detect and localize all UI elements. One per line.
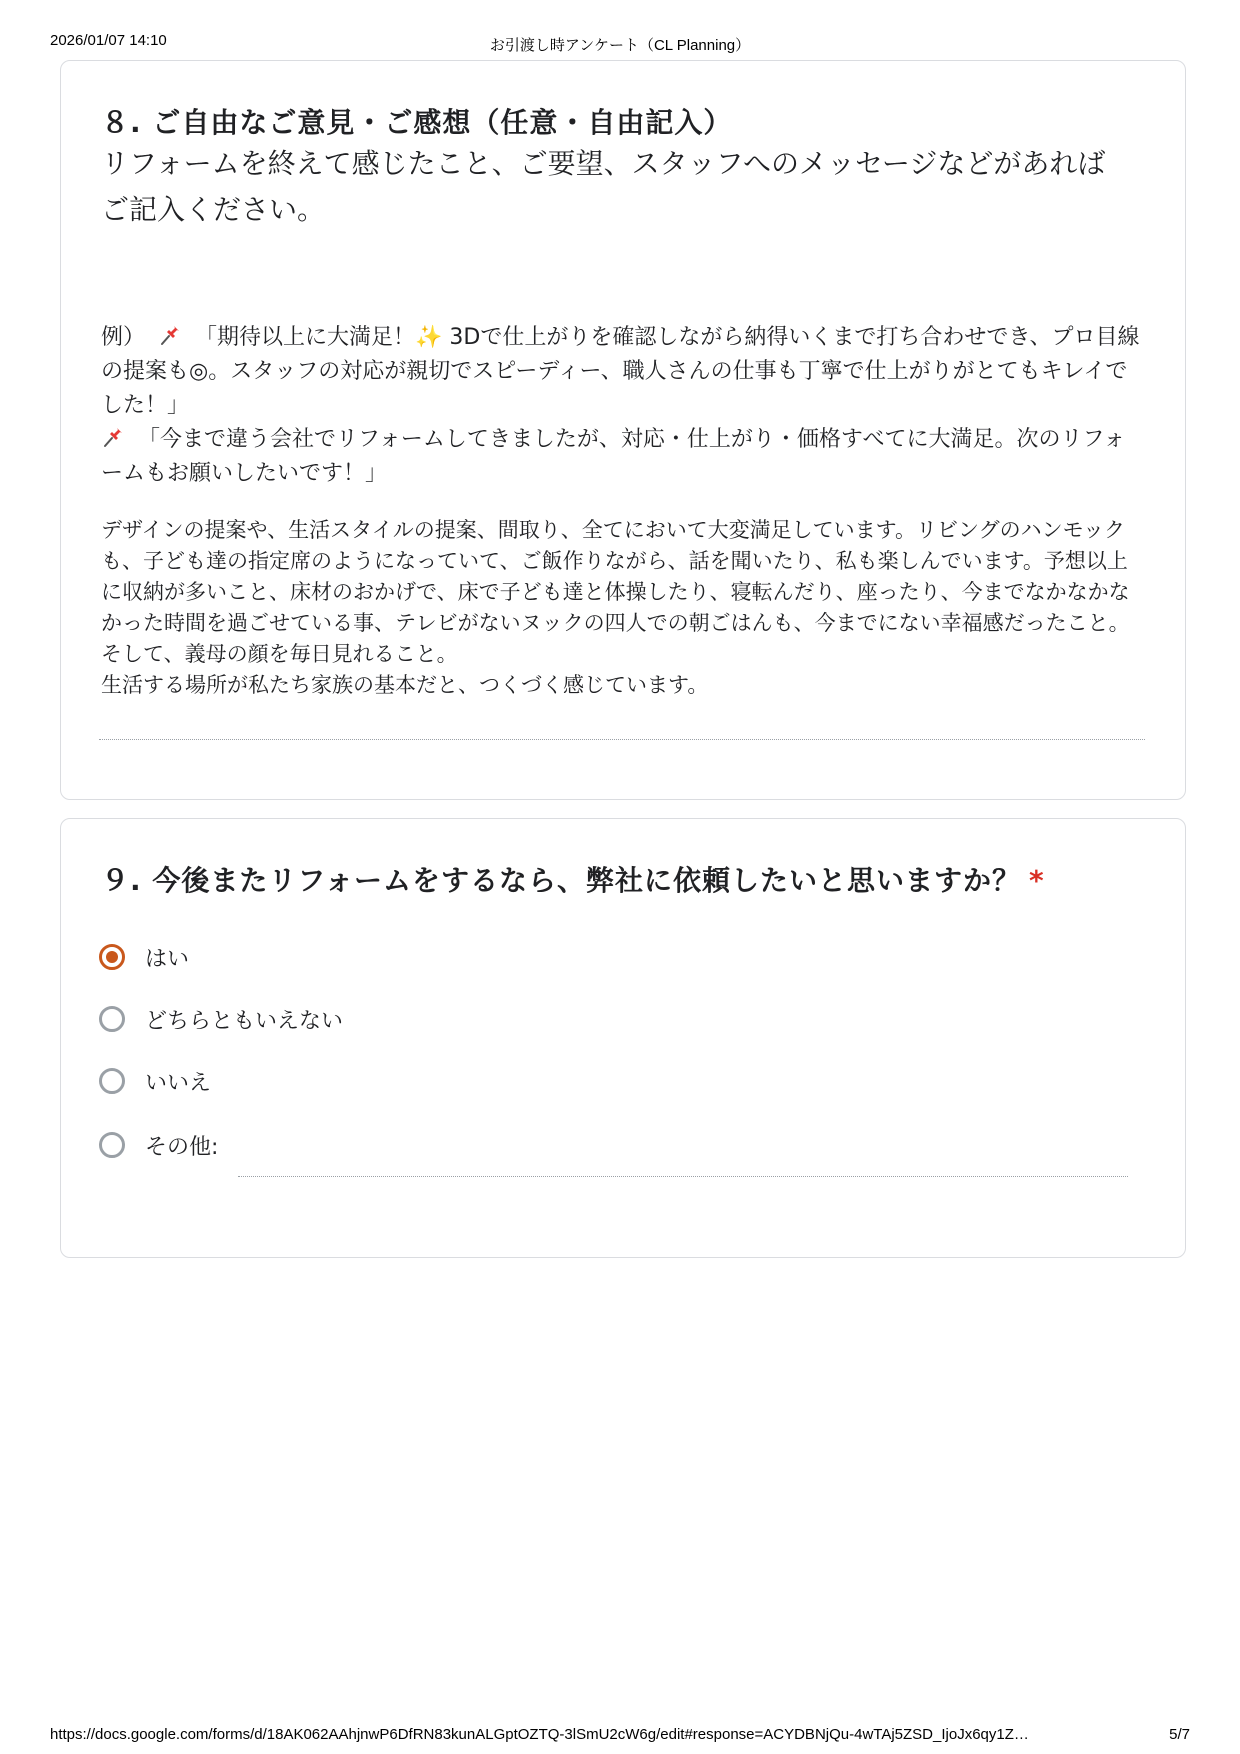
pushpin-icon: [158, 323, 182, 347]
example-2: 「今まで違う会社でリフォームしてきましたが、対応・仕上がり・価格すべてに大満足。次のリフォームもお願いしたいです！」: [101, 427, 1126, 486]
option-label: その他:: [145, 1134, 219, 1160]
question-card-9: [60, 818, 1186, 1258]
radio-option-neutral[interactable]: [99, 1001, 343, 1037]
question-description: リフォームを終えて感じたこと、ご要望、スタッフへのメッセージなどがあればご記入ください。: [101, 147, 1106, 226]
question-card-8: [60, 60, 1186, 800]
print-url: https://docs.google.com/forms/d/18AK062AAhjnwP6DfRN83kunALGptOZTQ-3lSmU2cW6g/edit#response=ACYDBNjQu-4wTAj5ZSD_IjoJx6qy1Z…: [50, 1726, 1029, 1743]
answer-underline: [99, 739, 1145, 740]
example-1: 「期待以上に大満足！✨ 3Dで仕上がりを確認しながら納得いくまで打ち合わせでき、プロ目線の提案も◎。スタッフの対応が親切でスピーディー、職人さんの仕事も丁寧で仕上がりがとてもキレイでした！」: [101, 325, 1140, 418]
option-label: いいえ: [145, 1070, 212, 1096]
print-title: お引渡し時アンケート（CL Planning）: [489, 37, 751, 54]
example-prefix: 例）: [101, 325, 146, 350]
radio-option-no[interactable]: [99, 1063, 211, 1099]
other-text-field[interactable]: [238, 1176, 1128, 1177]
pushpin-icon: [101, 425, 125, 449]
example-text: [101, 321, 1141, 491]
radio-selected-icon[interactable]: [99, 944, 125, 970]
page-number: 5/7: [1169, 1726, 1190, 1743]
radio-unselected-icon[interactable]: [99, 1068, 125, 1094]
print-date: 2026/01/07 14:10: [50, 32, 167, 49]
answer-text[interactable]: デザインの提案や、生活スタイルの提案、間取り、全てにおいて大変満足しています。リビングのハンモックも、子ども達の指定席のようになっていて、ご飯作りながら、話を聞いたり、私も楽しんでいます。予想以上に収納が多いこと、床材のおかげで、床で子ども達と体操したり、寝転んだり、座ったり、今までなかなかなかった時間を過ごせている事、テレビがないヌックの四人での朝ごはんも、今までにない幸福感だったこと。 そして、義母の顔を毎日見れること。 生活する場所が私たち家族の基本だと、つくづく感じています。: [101, 518, 1130, 697]
required-asterisk: *: [1029, 864, 1045, 897]
radio-unselected-icon[interactable]: [99, 1006, 125, 1032]
question-title: ８. ご自由なご意見・ご感想（任意・自由記入）: [101, 106, 733, 139]
radio-option-yes[interactable]: [99, 939, 189, 975]
option-label: どちらともいえない: [145, 1008, 344, 1034]
question-title: [101, 859, 1045, 899]
radio-option-other[interactable]: [99, 1127, 218, 1163]
radio-unselected-icon[interactable]: [99, 1132, 125, 1158]
question-title-text: ９. 今後またリフォームをするなら、弊社に依頼したいと思いますか？: [101, 864, 1021, 897]
print-header: [0, 32, 1240, 54]
print-footer: [0, 1726, 1240, 1748]
option-label: はい: [145, 946, 190, 972]
